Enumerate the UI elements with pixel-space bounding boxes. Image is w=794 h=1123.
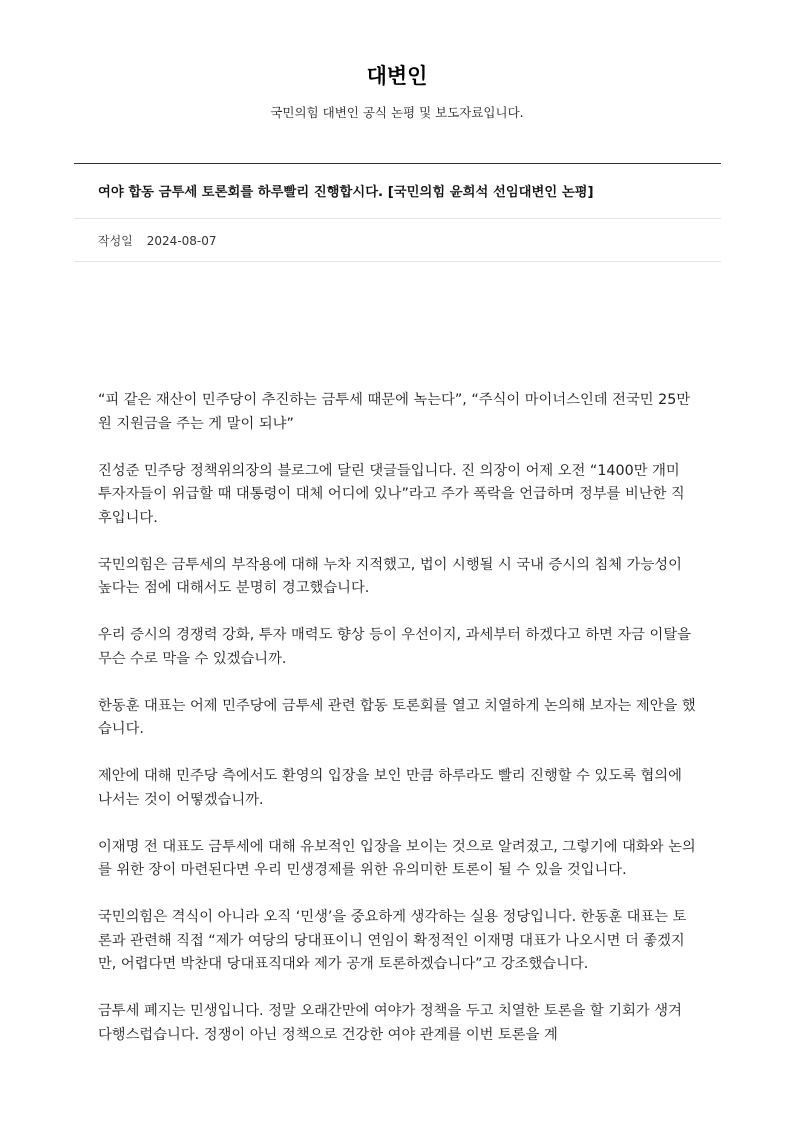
site-title: 대변인	[366, 64, 428, 88]
site-subtitle: 국민의힘 대변인 공식 논평 및 보도자료입니다.	[270, 105, 524, 120]
article-body	[98, 389, 698, 1071]
paragraph-7: 이재명 전 대표도 금투세에 대해 유보적인 입장을 보이는 것으로 알려졌고, 그렇기에 대화와 논의를 위한 장이 마련된다면 우리 민생경제를 위한 유의미한 토론이 될 수 있을 것입니다.	[98, 838, 696, 878]
meta-divider	[74, 261, 721, 262]
paragraph-1: “피 같은 재산이 민주당이 추진하는 금투세 때문에 녹는다”, “주식이 마이너스인데 전국민 25만 원 지원금을 주는 게 말이 되냐”	[98, 392, 691, 432]
paragraph-6: 제안에 대해 민주당 측에서도 환영의 입장을 보인 만큼 하루라도 빨리 진행할 수 있도록 협의에 나서는 것이 어떻겠습니까.	[98, 768, 682, 808]
post-date: 2024-08-07	[146, 234, 217, 248]
paragraph-9: 금투세 폐지는 민생입니다. 정말 오래간만에 여야가 정책을 두고 치열한 토론을 할 기회가 생겨 다행스럽습니다. 정쟁이 아닌 정책으로 건강한 여야 관계를 이번 토론을 계	[98, 1003, 682, 1043]
paragraph-8: 국민의힘은 격식이 아니라 오직 ‘민생’을 중요하게 생각하는 실용 정당입니다. 한동훈 대표는 토론과 관련해 직접 “제가 여당의 당대표이니 연임이 확정적인 이재명 대표가 나오시면 더 좋겠지만, 어렵다면 박찬대 당대표직대와 제가 공개 토론하겠습니다”고 강조했습니다.	[98, 909, 687, 972]
post-title: 여야 합동 금투세 토론회를 하루빨리 진행합시다. [국민의힘 윤희석 선임대변인 논평]	[98, 185, 594, 200]
paragraph-3: 국민의힘은 금투세의 부작용에 대해 누차 지적했고, 법이 시행될 시 국내 증시의 침체 가능성이 높다는 점에 대해서도 분명히 경고했습니다.	[98, 556, 682, 596]
date-label: 작성일	[98, 234, 133, 248]
paragraph-2: 진성준 민주당 정책위의장의 블로그에 달린 댓글들입니다. 진 의장이 어제 오전 “1400만 개미 투자자들이 위급할 때 대통령이 대체 어디에 있나”라고 주가 폭락을 언급하며 정부를 비난한 직후입니다.	[98, 462, 685, 526]
header-divider	[74, 163, 721, 164]
post-meta	[98, 232, 217, 249]
title-divider	[74, 218, 721, 219]
paragraph-4: 우리 증시의 경쟁력 강화, 투자 매력도 향상 등이 우선이지, 과세부터 하겠다고 하면 자금 이탈을 무슨 수로 막을 수 있겠습니까.	[98, 627, 691, 667]
paragraph-5: 한동훈 대표는 어제 민주당에 금투세 관련 합동 토론회를 열고 치열하게 논의해 보자는 제안을 했습니다.	[98, 697, 696, 737]
